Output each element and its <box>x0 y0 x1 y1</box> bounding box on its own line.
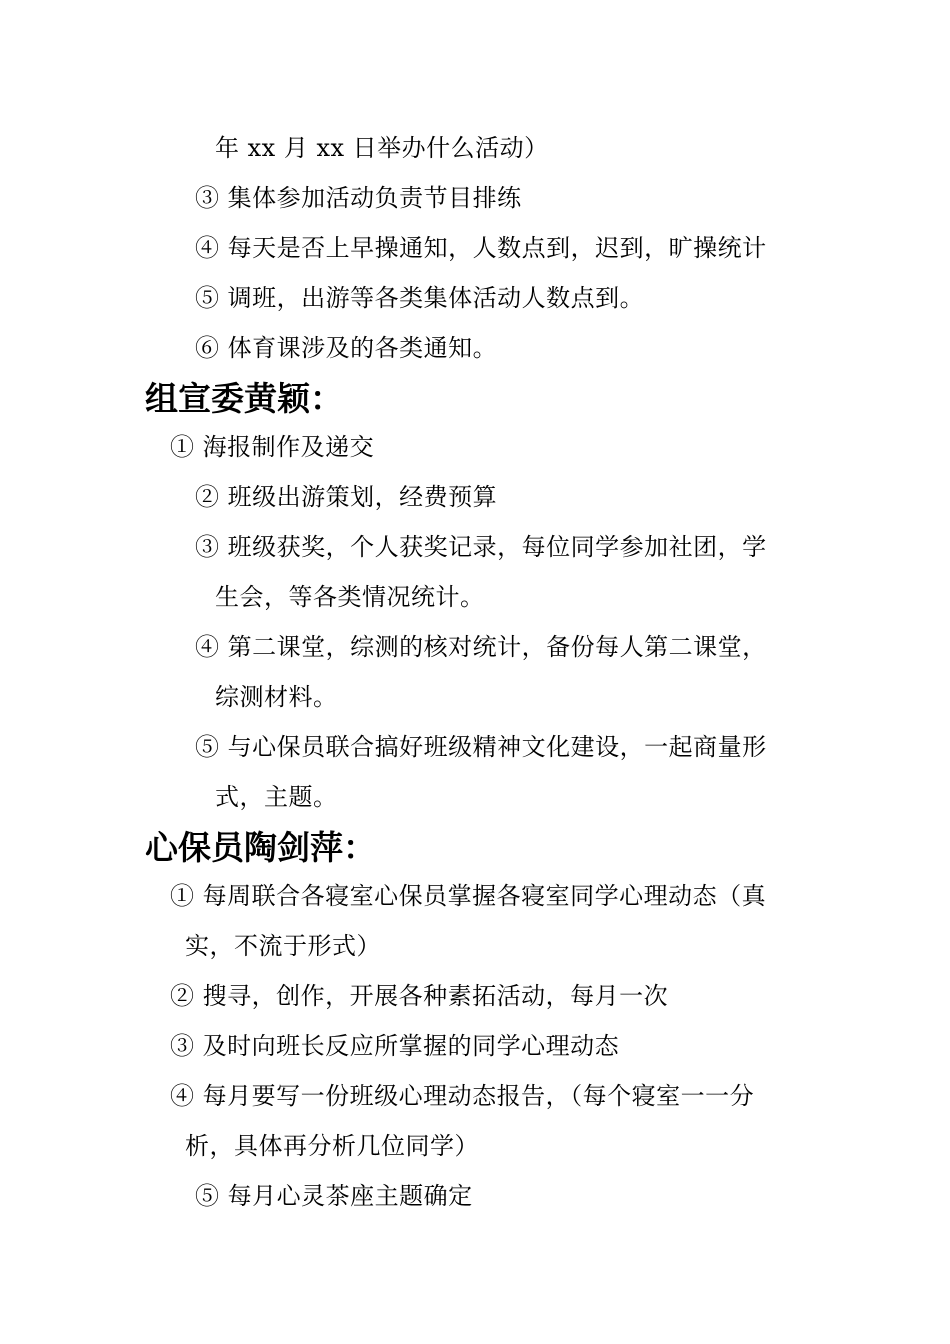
text-line: ① 海报制作及递交 <box>170 433 375 461</box>
text-line: ③ 集体参加活动负责节目排练 <box>195 184 522 212</box>
text-line: ⑤ 与心保员联合搞好班级精神文化建设，一起商量形 <box>195 733 767 761</box>
text-line: 实，不流于形式） <box>185 932 381 960</box>
text-line: 式，主题。 <box>215 783 338 811</box>
text-line: ④ 第二课堂，综测的核对统计，备份每人第二课堂， <box>195 633 767 661</box>
text-line: 综测材料。 <box>215 683 338 711</box>
section-heading: 心保员陶剑萍： <box>145 828 376 867</box>
section-heading: 组宣委黄颖： <box>145 379 343 418</box>
text-line: ⑥ 体育课涉及的各类通知。 <box>195 334 498 362</box>
text-line: ③ 及时向班长反应所掌握的同学心理动态 <box>170 1032 620 1060</box>
text-line: ④ 每天是否上早操通知，人数点到，迟到，旷操统计 <box>195 234 767 262</box>
text-line: 析，具体再分析几位同学） <box>185 1132 479 1160</box>
text-line: ③ 班级获奖，个人获奖记录，每位同学参加社团，学 <box>195 533 767 561</box>
text-line: ④ 每月要写一份班级心理动态报告，（每个寝室一一分 <box>170 1082 755 1110</box>
text-line: ⑤ 每月心灵茶座主题确定 <box>195 1182 473 1210</box>
text-line: ⑤ 调班，出游等各类集体活动人数点到。 <box>195 284 645 312</box>
text-line: ① 每周联合各寝室心保员掌握各寝室同学心理动态（真 <box>170 882 767 910</box>
text-line: ② 班级出游策划，经费预算 <box>195 483 498 511</box>
text-line: ② 搜寻，创作，开展各种素拓活动，每月一次 <box>170 982 669 1010</box>
text-line: 生会，等各类情况统计。 <box>215 583 485 611</box>
text-line: 年 xx 月 xx 日举办什么活动） <box>215 134 549 162</box>
